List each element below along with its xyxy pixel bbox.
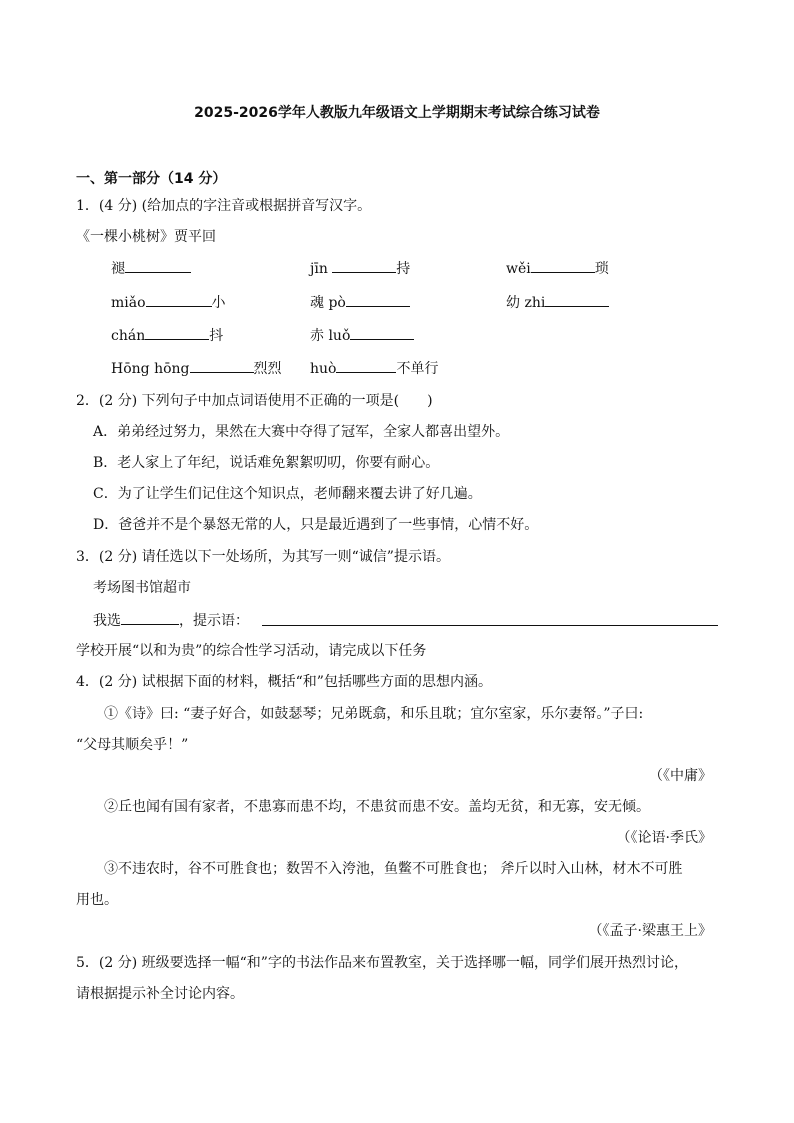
q4-material-1-line-2: “父母其顺矣乎！” (76, 737, 189, 753)
q1-item-3-post: 琐 (594, 261, 609, 277)
q3-answer-line (93, 610, 249, 631)
q4-material-2-line-1: ②丘也闻有国有家者，不患寡而患不均，不患贫而患不安。盖均无贫，和无寡，安无倾。 (104, 799, 650, 815)
q2-option-c[interactable]: C．为了让学生们记住这个知识点，老师翻来覆去讲了好几遍。 (93, 486, 482, 502)
q1-item-1-blank[interactable] (125, 258, 191, 273)
q4-material-1-line-1: ①《诗》曰: “妻子好合，如鼓瑟琴；兄弟既翕，和乐且耽；宜尔室家，乐尔妻帑。”子曰: (104, 706, 644, 722)
q1-item-3-pre: wěi (506, 261, 531, 277)
q1-item-1-pre: 褪 (111, 261, 125, 277)
q1-item-7-blank[interactable] (145, 325, 209, 340)
q1-item-10-pre: huò (310, 361, 337, 377)
q1-item-8-pre: 赤 luǒ (310, 328, 351, 344)
q1-item-7-pre: chán (111, 328, 146, 344)
question-3-stem: 3．(2 分) 请任选以下一处场所，为其写一则“诚信”提示语。 (76, 549, 450, 565)
question-4-stem: 4．(2 分) 试根据下面的材料，概括“和”包括哪些方面的思想内涵。 (76, 674, 492, 690)
q1-item-2-blank[interactable] (332, 258, 396, 273)
q1-item-5-pre: 魂 pò (310, 295, 346, 311)
q2-option-d[interactable]: D．爸爸并不是个暴怒无常的人，只是最近遇到了一些事情，心情不好。 (93, 517, 539, 533)
q3-answer-middle: ，提示语： (179, 613, 249, 629)
q1-item-1 (111, 258, 191, 279)
q3-answer-prefix: 我选 (93, 613, 121, 629)
q2-option-b[interactable]: B．老人家上了年纪，说话难免絮絮叨叨，你要有耐心。 (93, 455, 440, 471)
q1-item-6-blank[interactable] (545, 292, 609, 307)
q3-slogan-blank[interactable] (262, 625, 718, 626)
q3-choice-blank[interactable] (121, 610, 179, 625)
q2-option-a[interactable]: A．弟弟经过努力，果然在大赛中夺得了冠军，全家人都喜出望外。 (93, 424, 510, 440)
q1-item-8-blank[interactable] (350, 325, 414, 340)
q1-item-10 (310, 358, 438, 379)
q1-item-6 (506, 292, 609, 313)
q4-material-2-source: （《论语·季氏》 (616, 830, 712, 846)
page-title: 2025-2026学年人教版九年级语文上学期期末考试综合练习试卷 (194, 105, 600, 121)
section-heading: 一、第一部分（14 分） (76, 171, 227, 187)
q1-item-3-blank[interactable] (531, 258, 595, 273)
q1-item-9-post: 烈烈 (253, 361, 282, 377)
q1-item-6-pre: 幼 zhi (506, 295, 546, 311)
question-1-stem: 1．(4 分) (给加点的字注音或根据拼音写汉字。 (76, 198, 372, 214)
q1-item-10-post: 不单行 (396, 361, 439, 377)
q4-material-3-line-1: ③不违农时，谷不可胜食也；数罟不入洿池，鱼鳖不可胜食也； 斧斤以时入山林，材木不可胜 (104, 861, 683, 877)
question-2-stem: 2．(2 分) 下列句子中加点词语使用不正确的一项是( ) (76, 393, 433, 409)
q1-item-5 (310, 292, 410, 313)
q1-item-9-blank[interactable] (190, 358, 254, 373)
q1-item-4-pre: miǎo (111, 295, 146, 311)
question-5-line-1: 5．(2 分) 班级要选择一幅“和”字的书法作品来布置教室，关于选择哪一幅，同学们展开热烈讨论， (76, 955, 688, 971)
q1-item-5-blank[interactable] (346, 292, 410, 307)
q1-item-2-pre: jīn (310, 261, 333, 277)
q4-material-3-source: （《孟子·梁惠王上》 (588, 923, 712, 939)
activity-intro: 学校开展“以和为贵”的综合性学习活动，请完成以下任务 (76, 643, 427, 659)
q4-material-3-line-2: 用也。 (76, 892, 118, 908)
q1-item-10-blank[interactable] (336, 358, 396, 373)
q1-item-7-post: 抖 (209, 328, 224, 344)
q1-item-2 (310, 258, 410, 279)
q1-item-7 (111, 325, 223, 346)
q1-item-2-post: 持 (396, 261, 411, 277)
q1-item-9-pre: Hōng hōng (111, 361, 190, 377)
q1-item-8 (310, 325, 414, 346)
question-5-line-2: 请根据提示补全讨论内容。 (76, 986, 244, 1002)
q1-item-4 (111, 292, 226, 313)
q1-item-4-post: 小 (211, 295, 226, 311)
question-1-source: 《一棵小桃树》贾平回 (76, 229, 216, 245)
q1-item-9 (111, 358, 282, 379)
q1-item-4-blank[interactable] (146, 292, 212, 307)
q1-item-3 (506, 258, 609, 279)
q4-material-1-source: （《中庸》 (649, 768, 712, 784)
q3-places: 考场图书馆超市 (93, 580, 191, 596)
